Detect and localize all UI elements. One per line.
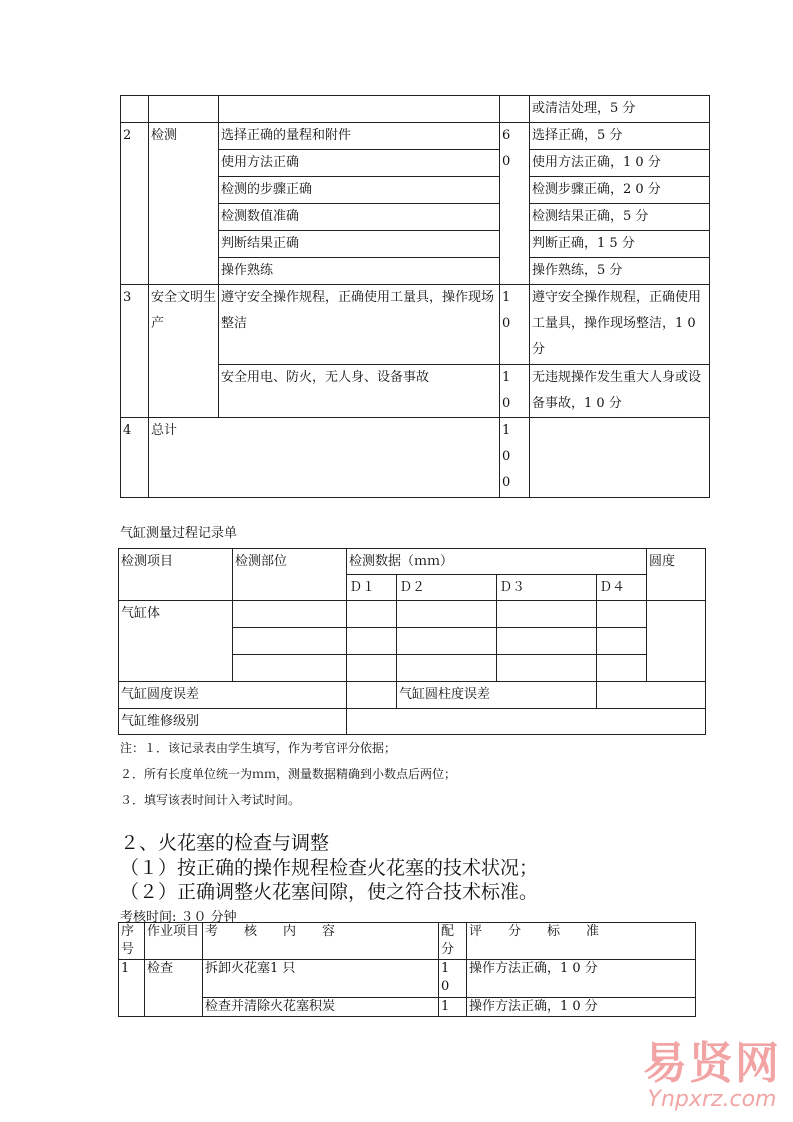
header-data: 检测数据（ｍｍ） (347, 549, 647, 575)
score-cell: 1 (439, 998, 467, 1017)
cell (233, 655, 347, 682)
cell (500, 96, 530, 123)
cell (347, 709, 706, 735)
cell (647, 601, 706, 682)
section-title: ２、火花塞的检查与调整 (120, 832, 330, 854)
score-cell: 1 0 0 (500, 418, 530, 498)
criteria-cell (530, 418, 710, 498)
cell (347, 601, 397, 628)
score-cell: 1 0 (500, 285, 530, 365)
cell (397, 655, 497, 682)
score-cell: 6 0 (500, 123, 530, 285)
watermark-url: Ynpxrz.com (647, 1087, 777, 1112)
cell (347, 655, 397, 682)
note-3: ３．填写该表时间计入考试时间。 (120, 793, 301, 807)
note-1: 注：１．该记录表由学生填写，作为考官评分依据； (120, 741, 397, 755)
content-cell: 遵守安全操作规程，正确使用工量具，操作现场整洁 (219, 285, 500, 365)
requirement-1: （１）按正确的操作规程检查火花塞的技术状况； (120, 857, 539, 879)
criteria-cell: 检测步骤正确，2 0 分 (530, 177, 710, 204)
criteria-cell: 判断正确，1 5 分 (530, 231, 710, 258)
criteria-cell: 遵守安全操作规程，正确使用工量具，操作现场整洁，1 0 分 (530, 285, 710, 365)
criteria-cell: 检测结果正确，5 分 (530, 204, 710, 231)
cell (149, 96, 219, 123)
content-cell: 使用方法正确 (219, 150, 500, 177)
cell (597, 601, 647, 628)
criteria-cell: 无违规操作发生重大人身或设备事故，1 0 分 (530, 365, 710, 418)
score-cell: 1 0 (500, 365, 530, 418)
content-cell: 选择正确的量程和附件 (219, 123, 500, 150)
cell (597, 682, 706, 709)
header-item: 检测项目 (119, 549, 233, 601)
score-cell: 1 0 (439, 960, 467, 998)
cell (597, 655, 647, 682)
header-d2: Ｄ２ (397, 575, 497, 601)
roundness-error-label: 气缸圆度误差 (119, 682, 347, 709)
item-cell: 总计 (149, 418, 500, 498)
cylinder-body-cell: 气缸体 (119, 601, 233, 682)
cell (397, 601, 497, 628)
criteria-cell: 操作熟练，5 分 (530, 258, 710, 285)
criteria-cell: 或清洁处理，5 分 (530, 96, 710, 123)
content-cell: 检测数值准确 (219, 204, 500, 231)
record-title: 气缸测量过程记录单 (120, 526, 238, 541)
header-part: 检测部位 (233, 549, 347, 601)
requirement-2: （２）正确调整火花塞间隙，使之符合技术标准。 (120, 881, 539, 903)
cell (497, 601, 597, 628)
repair-grade-label: 气缸维修级别 (119, 709, 347, 735)
header-d1: Ｄ１ (347, 575, 397, 601)
cell (233, 628, 347, 655)
exam-time: 考核时间: ３０ 分钟 (120, 910, 237, 925)
cell (219, 96, 500, 123)
criteria-cell: 使用方法正确，1 0 分 (530, 150, 710, 177)
cell (597, 628, 647, 655)
item-cell: 检测 (149, 123, 219, 285)
item-cell: 检查 (145, 960, 203, 1017)
seq-cell: 2 (121, 123, 149, 285)
cell (347, 682, 397, 709)
header-d3: Ｄ３ (497, 575, 597, 601)
watermark-main: 易贤网 (643, 1038, 781, 1089)
header-roundness: 圆度 (647, 549, 706, 601)
header-score: 配分 (439, 923, 467, 960)
item-cell: 安全文明生产 (149, 285, 219, 418)
cell (121, 96, 149, 123)
cylinder-record-table (118, 548, 706, 735)
spark-plug-table (118, 922, 696, 1017)
criteria-cell: 操作方法正确，1 0 分 (467, 998, 696, 1017)
content-cell: 安全用电、防火，无人身、设备事故 (219, 365, 500, 418)
content-cell: 拆卸火花塞1 只 (203, 960, 439, 998)
note-2: ２．所有长度单位统一为ｍｍ，测量数据精确到小数点后两位； (120, 767, 457, 781)
cell (347, 628, 397, 655)
cell (497, 628, 597, 655)
scoring-table-1 (120, 95, 710, 498)
seq-cell: 1 (119, 960, 145, 1017)
cell (397, 628, 497, 655)
criteria-cell: 选择正确，5 分 (530, 123, 710, 150)
cell (233, 601, 347, 628)
content-cell: 操作熟练 (219, 258, 500, 285)
header-seq: 序号 (119, 923, 145, 960)
content-cell: 检查并清除火花塞积炭 (203, 998, 439, 1017)
content-cell: 检测的步骤正确 (219, 177, 500, 204)
criteria-cell: 操作方法正确，1 0 分 (467, 960, 696, 998)
cylindricity-error-label: 气缸圆柱度误差 (397, 682, 597, 709)
header-criteria: 评 分 标 准 (467, 923, 696, 960)
header-item: 作业项目 (145, 923, 203, 960)
seq-cell: 3 (121, 285, 149, 418)
cell (497, 655, 597, 682)
content-cell: 判断结果正确 (219, 231, 500, 258)
seq-cell: 4 (121, 418, 149, 498)
header-content: 考 核 内 容 (203, 923, 439, 960)
header-d4: Ｄ４ (597, 575, 647, 601)
watermark-logo (643, 1040, 781, 1112)
